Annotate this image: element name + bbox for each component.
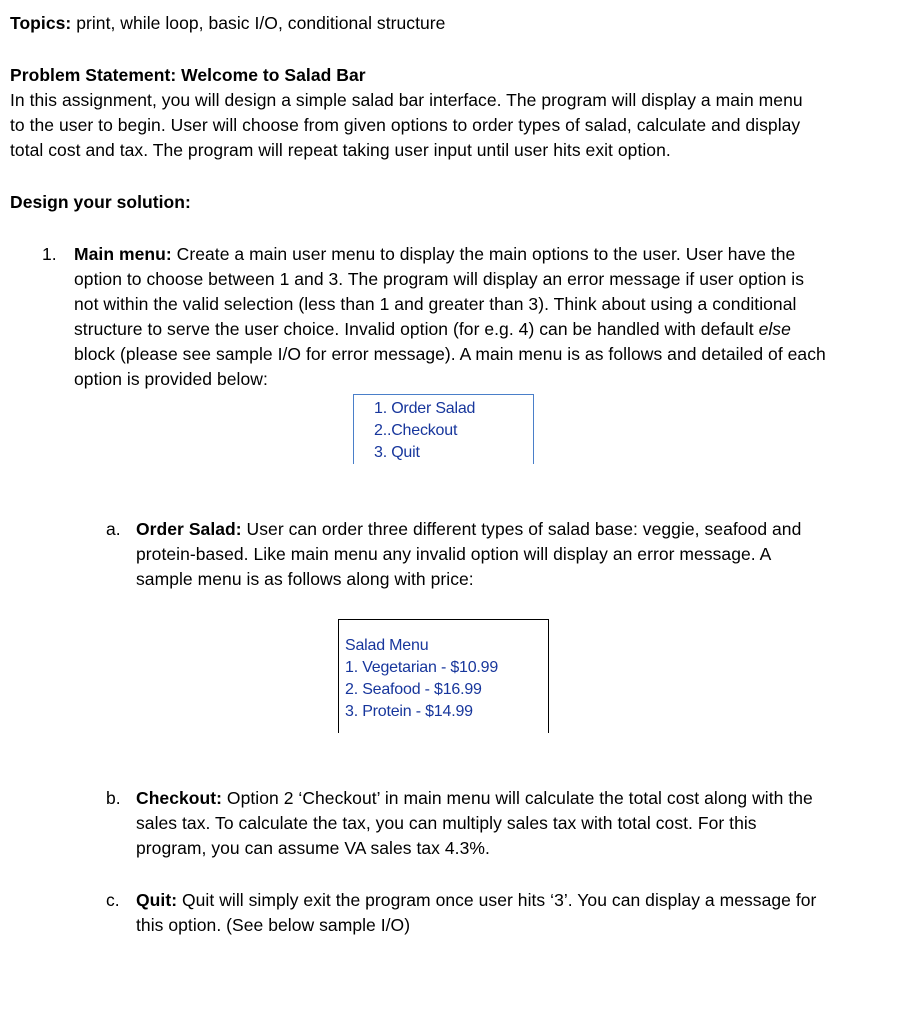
design-heading: Design your solution: <box>10 192 191 212</box>
problem-line-2: to the user to begin. User will choose from given options to order types of salad, calculate and display <box>10 115 801 135</box>
salad-menu-item-vegetarian: 1. Vegetarian - $10.99 <box>345 659 499 676</box>
problem-line-1: In this assignment, you will design a simple salad bar interface. The program will display a main menu <box>10 90 803 110</box>
item-b-letter: b. <box>106 788 121 808</box>
item-b-line-2: sales tax. To calculate the tax, you can multiply sales tax with total cost. For this <box>136 813 757 833</box>
item-c-line-1-text: Quit will simply exit the program once user hits ‘3’. You can display a message for <box>177 890 817 910</box>
problem-line-3: total cost and tax. The program will repeat taking user input until user hits exit option. <box>10 140 671 160</box>
item-1-number: 1. <box>42 244 57 264</box>
main-menu-item-order-salad: 1. Order Salad <box>374 400 476 417</box>
item-b-label: Checkout: <box>136 788 223 808</box>
item-1-line-1-text: Create a main user menu to display the main options to the user. User have the <box>171 244 796 264</box>
salad-menu-box <box>338 619 549 733</box>
item-b-line-1 <box>136 786 813 811</box>
main-menu-item-checkout: 2..Checkout <box>374 422 458 439</box>
item-c-letter: c. <box>106 890 120 910</box>
item-a-line-2: protein-based. Like main menu any invalid option will display an error message. A <box>136 544 772 564</box>
item-b-line-3: program, you can assume VA sales tax 4.3%. <box>136 838 490 858</box>
item-a-line-1-text: User can order three different types of salad base: veggie, seafood and <box>241 519 802 539</box>
item-a-line-1 <box>136 517 801 542</box>
item-b-line-1-text: Option 2 ‘Checkout’ in main menu will calculate the total cost along with the <box>222 788 813 808</box>
item-1-line-3: not within the valid selection (less than 1 and greater than 3). Think about using a conditional <box>74 294 797 314</box>
topics-label: Topics: <box>10 13 72 33</box>
item-1-line-1 <box>74 242 795 267</box>
item-1-line-4 <box>74 317 791 342</box>
topics-text: print, while loop, basic I/O, conditional structure <box>71 13 446 33</box>
salad-menu-item-protein: 3. Protein - $14.99 <box>345 703 473 720</box>
topics-line <box>10 11 445 36</box>
item-a-label: Order Salad: <box>136 519 242 539</box>
item-1-line-4-italic: else <box>758 319 791 339</box>
salad-menu-title: Salad Menu <box>345 637 429 654</box>
item-1-label: Main menu: <box>74 244 172 264</box>
main-menu-box <box>353 394 534 464</box>
item-a-line-3: sample menu is as follows along with price: <box>136 569 474 589</box>
main-menu-item-quit: 3. Quit <box>374 444 420 461</box>
salad-menu-item-seafood: 2. Seafood - $16.99 <box>345 681 482 698</box>
item-a-letter: a. <box>106 519 121 539</box>
item-1-line-4-text: structure to serve the user choice. Invalid option (for e.g. 4) can be handled with default <box>74 319 759 339</box>
item-c-line-2: this option. (See below sample I/O) <box>136 915 411 935</box>
problem-heading: Problem Statement: Welcome to Salad Bar <box>10 65 366 85</box>
item-1-line-5: block (please see sample I/O for error message). A main menu is as follows and detailed of each <box>74 344 826 364</box>
item-c-line-1 <box>136 888 816 913</box>
item-1-line-6: option is provided below: <box>74 369 268 389</box>
item-1-line-2: option to choose between 1 and 3. The program will display an error message if user option is <box>74 269 805 289</box>
item-c-label: Quit: <box>136 890 178 910</box>
